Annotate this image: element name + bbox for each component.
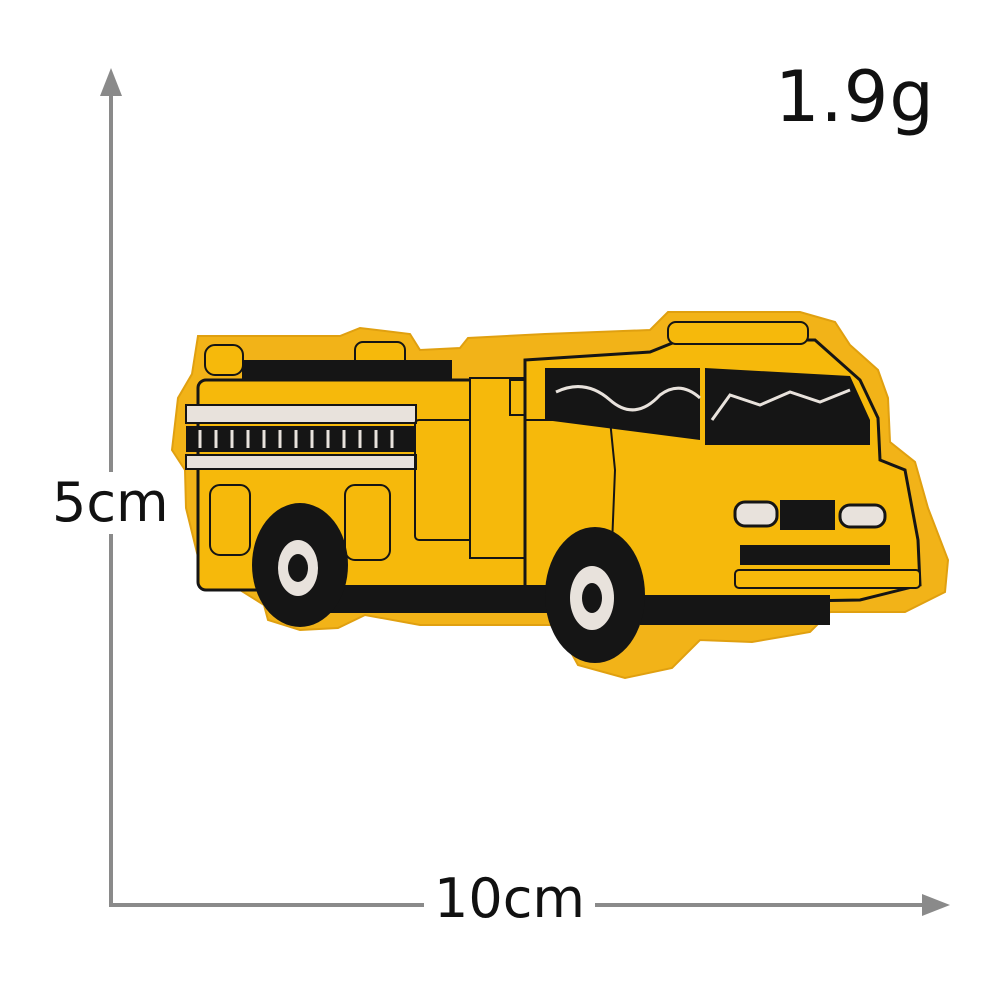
weight-label: 1.9g	[775, 56, 935, 138]
rear-wheel	[252, 503, 348, 627]
up-arrowhead-icon	[100, 68, 122, 96]
fire-truck	[186, 322, 920, 663]
front-wheel	[545, 527, 645, 663]
right-arrowhead-icon	[922, 894, 950, 916]
height-dimension-label: 5cm	[52, 471, 169, 534]
width-dimension-label: 10cm	[424, 872, 595, 926]
